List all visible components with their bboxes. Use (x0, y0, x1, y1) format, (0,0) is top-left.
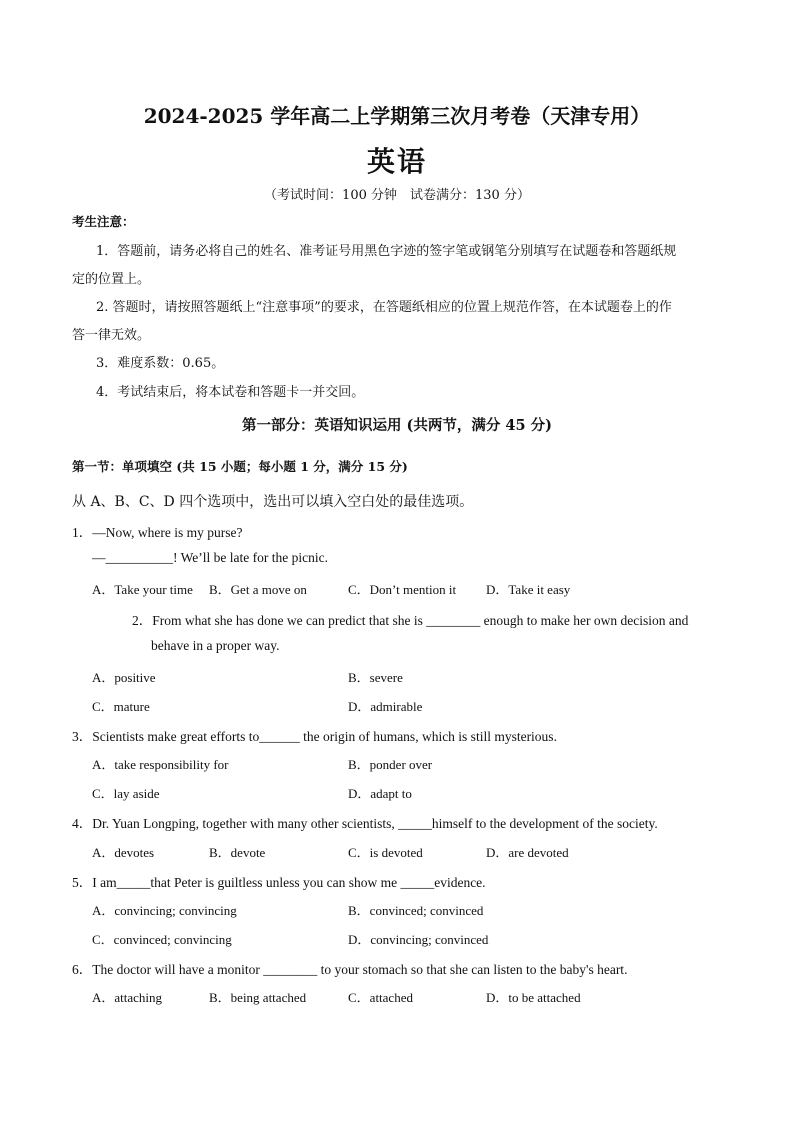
note-line: 2. 答题时，请按照答题纸上“注意事项”的要求，在答题纸相应的位置上规范作答，在本试题卷上的作 (96, 300, 672, 315)
note-line: 3．难度系数：0.65。 (96, 356, 225, 371)
question-1-stem: 1．—Now, where is my purse? (72, 525, 243, 540)
question-5-stem: 5．I am_____that Peter is guiltless unless you can show me _____evidence. (72, 875, 486, 890)
question-1-reply: —__________! We’ll be late for the picnic. (92, 550, 328, 565)
notes-title: 考生注意： (72, 214, 135, 229)
note-line: 4．考试结束后，将本试卷和答题卡一并交回。 (96, 385, 365, 400)
q2-option-b[interactable]: B．severe (348, 670, 403, 685)
q4-option-b[interactable]: B．devote (209, 845, 266, 860)
subject-title: 英语 (366, 145, 427, 178)
q3-option-a[interactable]: A．take responsibility for (92, 757, 229, 772)
instruction: 从 A、B、C、D 四个选项中，选出可以填入空白处的最佳选项。 (72, 494, 474, 510)
q4-option-a[interactable]: A．devotes (92, 845, 155, 860)
exam-title: 2024-2025 学年高二上学期第三次月考卷（天津专用） (143, 104, 651, 128)
note-line: 1．答题前，请务必将自己的姓名、准考证号用黑色字迹的签字笔或钢笔分别填写在试题卷和答题纸规 (96, 244, 677, 259)
question-2-stem-cont: behave in a proper way. (151, 638, 280, 653)
q1-option-c[interactable]: C．Don’t mention it (348, 582, 457, 597)
q4-option-d[interactable]: D．are devoted (486, 845, 569, 860)
q1-option-b[interactable]: B．Get a move on (209, 582, 307, 597)
q5-option-d[interactable]: D．convincing; convinced (348, 932, 489, 947)
q3-option-d[interactable]: D．adapt to (348, 786, 412, 801)
question-2-stem: 2．From what she has done we can predict that she is ________ enough to make her own decision and (132, 613, 689, 628)
question-3-stem: 3．Scientists make great efforts to______ the origin of humans, which is still mysterious. (72, 729, 557, 744)
question-4-stem: 4．Dr. Yuan Longping, together with many other scientists, _____himself to the development of the society. (72, 816, 658, 831)
q2-option-d[interactable]: D．admirable (348, 699, 423, 714)
question-6-stem: 6．The doctor will have a monitor ________ to your stomach so that she can listen to the baby's heart. (72, 962, 628, 977)
q1-option-a[interactable]: A．Take your time (92, 582, 193, 597)
q5-option-c[interactable]: C．convinced; convincing (92, 932, 232, 947)
q6-option-c[interactable]: C．attached (348, 990, 413, 1005)
note-line: 定的位置上。 (72, 272, 151, 287)
exam-meta: （考试时间：100 分钟 试卷满分：130 分） (264, 188, 530, 203)
q4-option-c[interactable]: C．is devoted (348, 845, 423, 860)
q3-option-c[interactable]: C．lay aside (92, 786, 160, 801)
q2-option-c[interactable]: C．mature (92, 699, 150, 714)
q6-option-d[interactable]: D．to be attached (486, 990, 581, 1005)
section-heading: 第一节：单项填空 (共 15 小题；每小题 1 分，满分 15 分) (72, 459, 408, 474)
q6-option-a[interactable]: A．attaching (92, 990, 163, 1005)
q3-option-b[interactable]: B．ponder over (348, 757, 433, 772)
q5-option-b[interactable]: B．convinced; convinced (348, 903, 484, 918)
q1-option-d[interactable]: D．Take it easy (486, 582, 571, 597)
q6-option-b[interactable]: B．being attached (209, 990, 307, 1005)
q5-option-a[interactable]: A．convincing; convincing (92, 903, 237, 918)
note-line: 答一律无效。 (72, 328, 151, 343)
q2-option-a[interactable]: A．positive (92, 670, 156, 685)
part-heading: 第一部分：英语知识运用 (共两节，满分 45 分) (241, 417, 553, 434)
